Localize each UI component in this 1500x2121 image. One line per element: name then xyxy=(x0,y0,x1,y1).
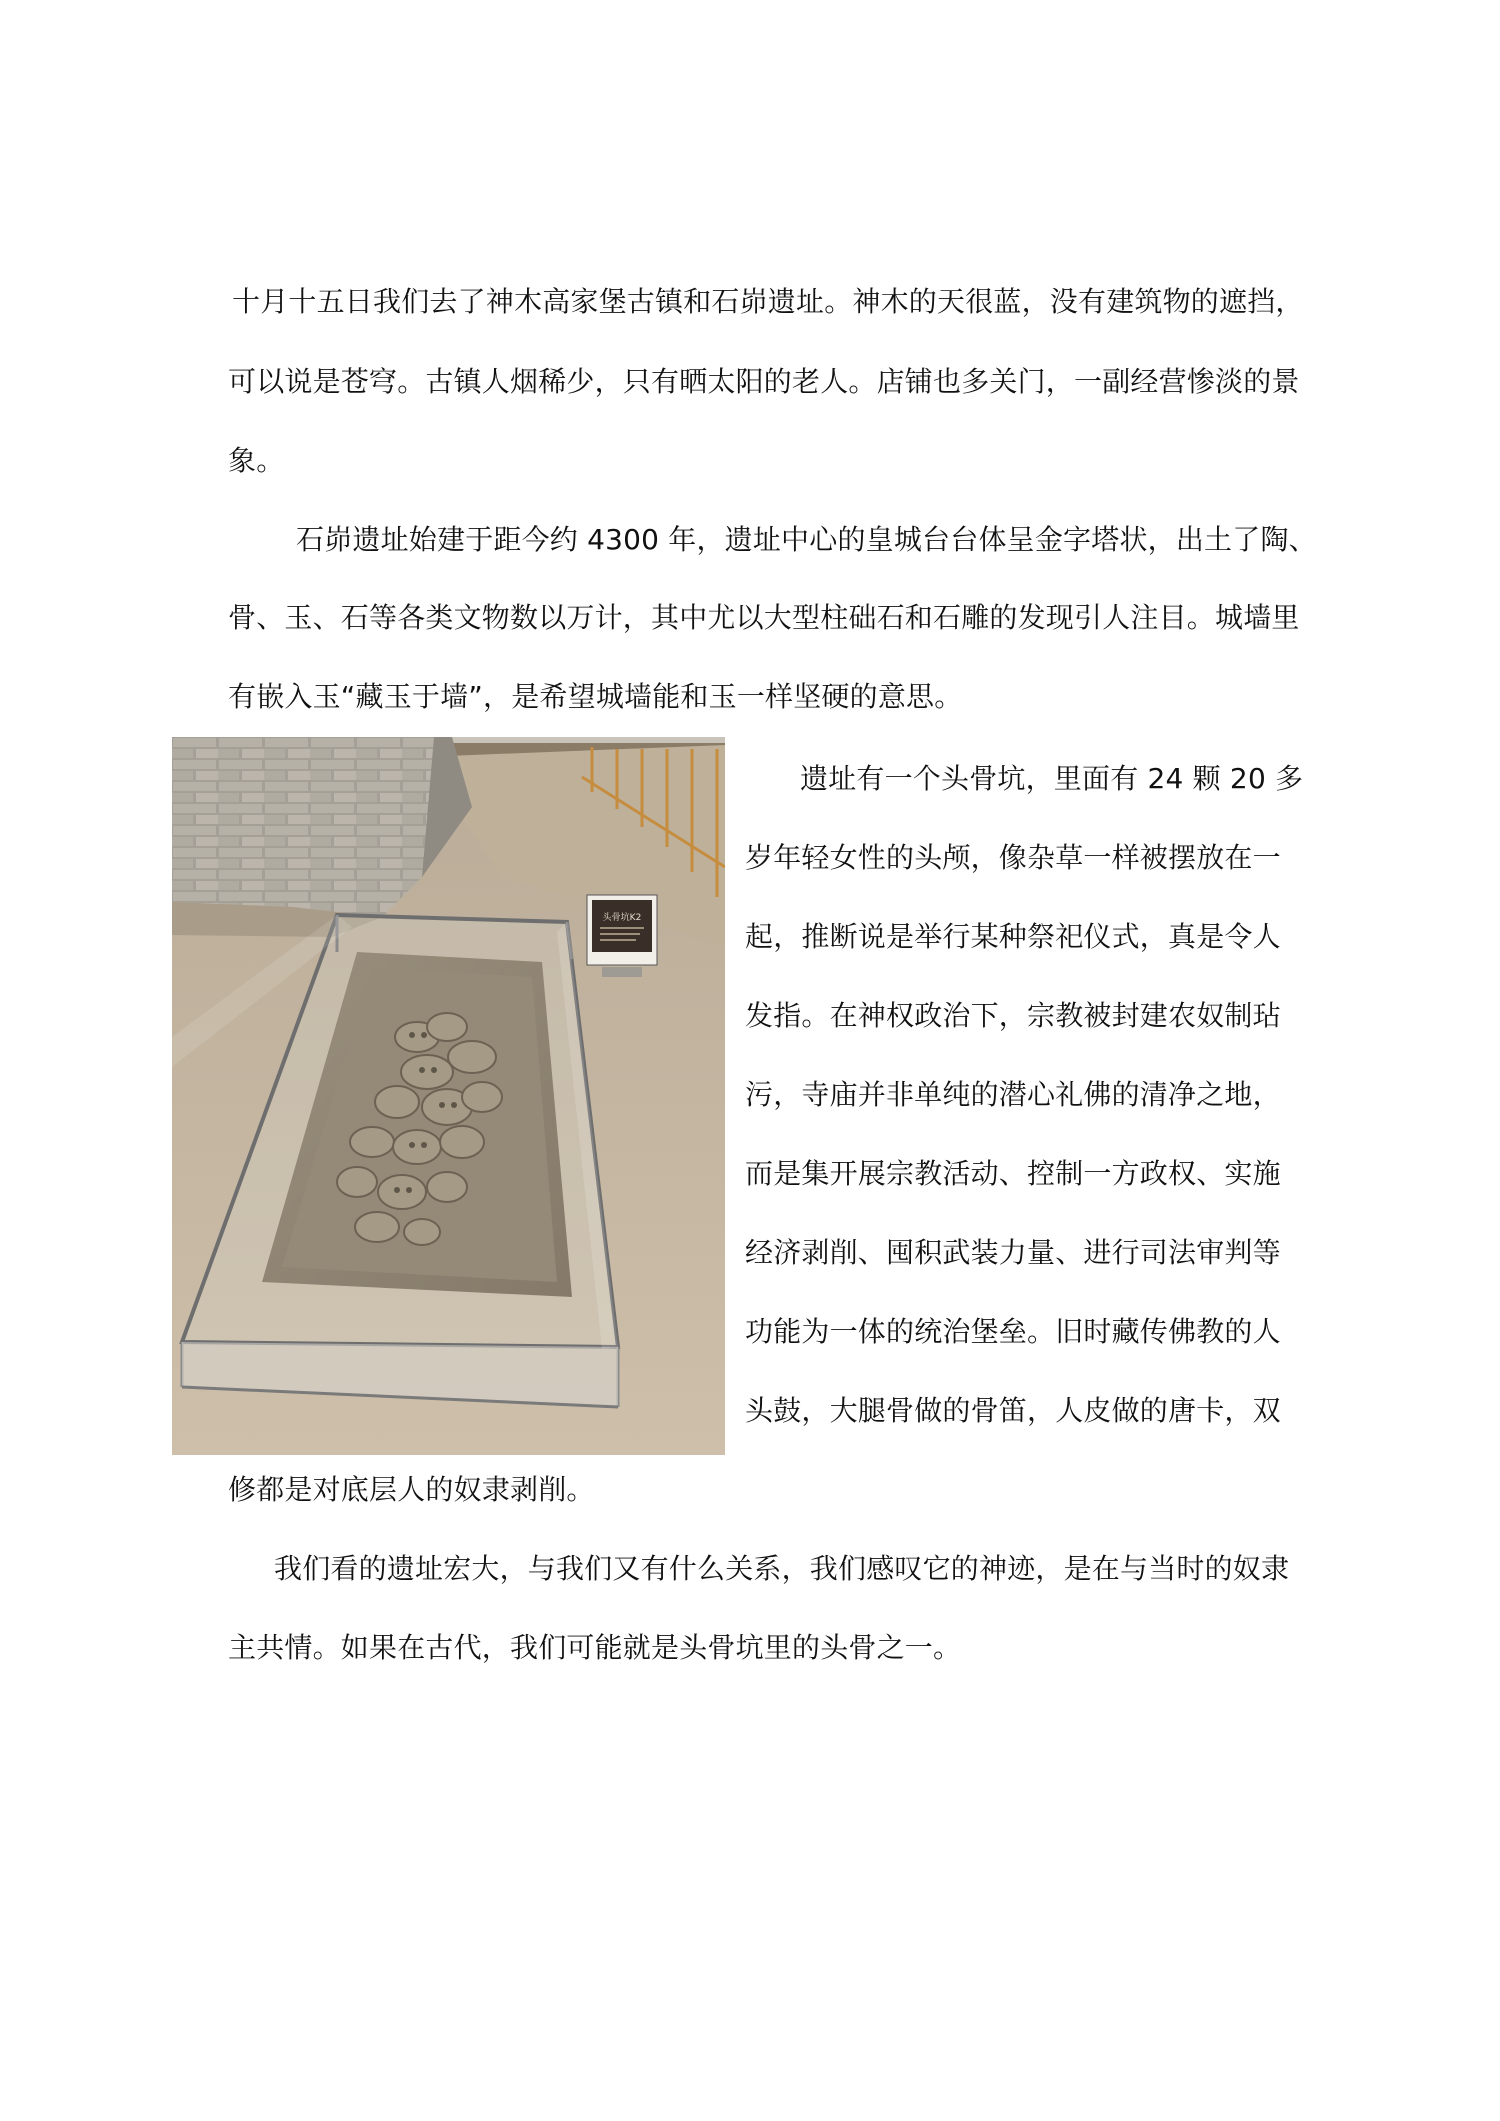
paragraph-3-line-4: 发指。在神权政治下，宗教被封建农奴制玷 xyxy=(745,999,1281,1032)
paragraph-1-line-2: 可以说是苍穹。古镇人烟稀少，只有晒太阳的老人。店铺也多关门，一副经营惨淡的景 xyxy=(228,365,1300,398)
paragraph-1-line-1: 十月十五日我们去了神木高家堡古镇和石峁遗址。神木的天很蓝，没有建筑物的遮挡， xyxy=(232,285,1304,318)
paragraph-2-line-2: 骨、玉、石等各类文物数以万计，其中尤以大型柱础石和石雕的发现引人注目。城墙里 xyxy=(228,601,1300,634)
paragraph-4-line-2: 主共情。如果在古代，我们可能就是头骨坑里的头骨之一。 xyxy=(228,1631,962,1664)
paragraph-3-line-5: 污，寺庙并非单纯的潜心礼佛的清净之地， xyxy=(745,1078,1281,1111)
paragraph-2-line-3: 有嵌入玉“藏玉于墙”，是希望城墙能和玉一样坚硬的意思。 xyxy=(228,680,963,713)
paragraph-3-line-9: 头鼓，大腿骨做的骨笛，人皮做的唐卡，双 xyxy=(745,1394,1281,1427)
sign-title: 头骨坑K2 xyxy=(602,913,642,923)
paragraph-1-line-3: 象。 xyxy=(228,444,285,477)
paragraph-3-line-1: 遗址有一个头骨坑，里面有 24 颗 20 多 xyxy=(800,762,1304,795)
paragraph-3-line-3: 起，推断说是举行某种祭祀仪式，真是令人 xyxy=(745,920,1281,953)
paragraph-4-line-1: 我们看的遗址宏大，与我们又有什么关系，我们感叹它的神迹，是在与当时的奴隶 xyxy=(274,1552,1290,1585)
paragraph-3-line-2: 岁年轻女性的头颅，像杂草一样被摆放在一 xyxy=(745,841,1281,874)
paragraph-3-line-8: 功能为一体的统治堡垒。旧时藏传佛教的人 xyxy=(745,1315,1281,1348)
paragraph-3-line-6: 而是集开展宗教活动、控制一方政权、实施 xyxy=(745,1157,1281,1190)
paragraph-3-line-7: 经济剥削、囤积武装力量、进行司法审判等 xyxy=(745,1236,1281,1269)
paragraph-3-line-10: 修都是对底层人的奴隶剥削。 xyxy=(228,1473,595,1506)
exhibit-sign xyxy=(587,895,657,977)
paragraph-2-line-1: 石峁遗址始建于距今约 4300 年，遗址中心的皇城台台体呈金字塔状，出土了陶、 xyxy=(296,523,1317,556)
skull-pit-photo xyxy=(172,737,725,1455)
